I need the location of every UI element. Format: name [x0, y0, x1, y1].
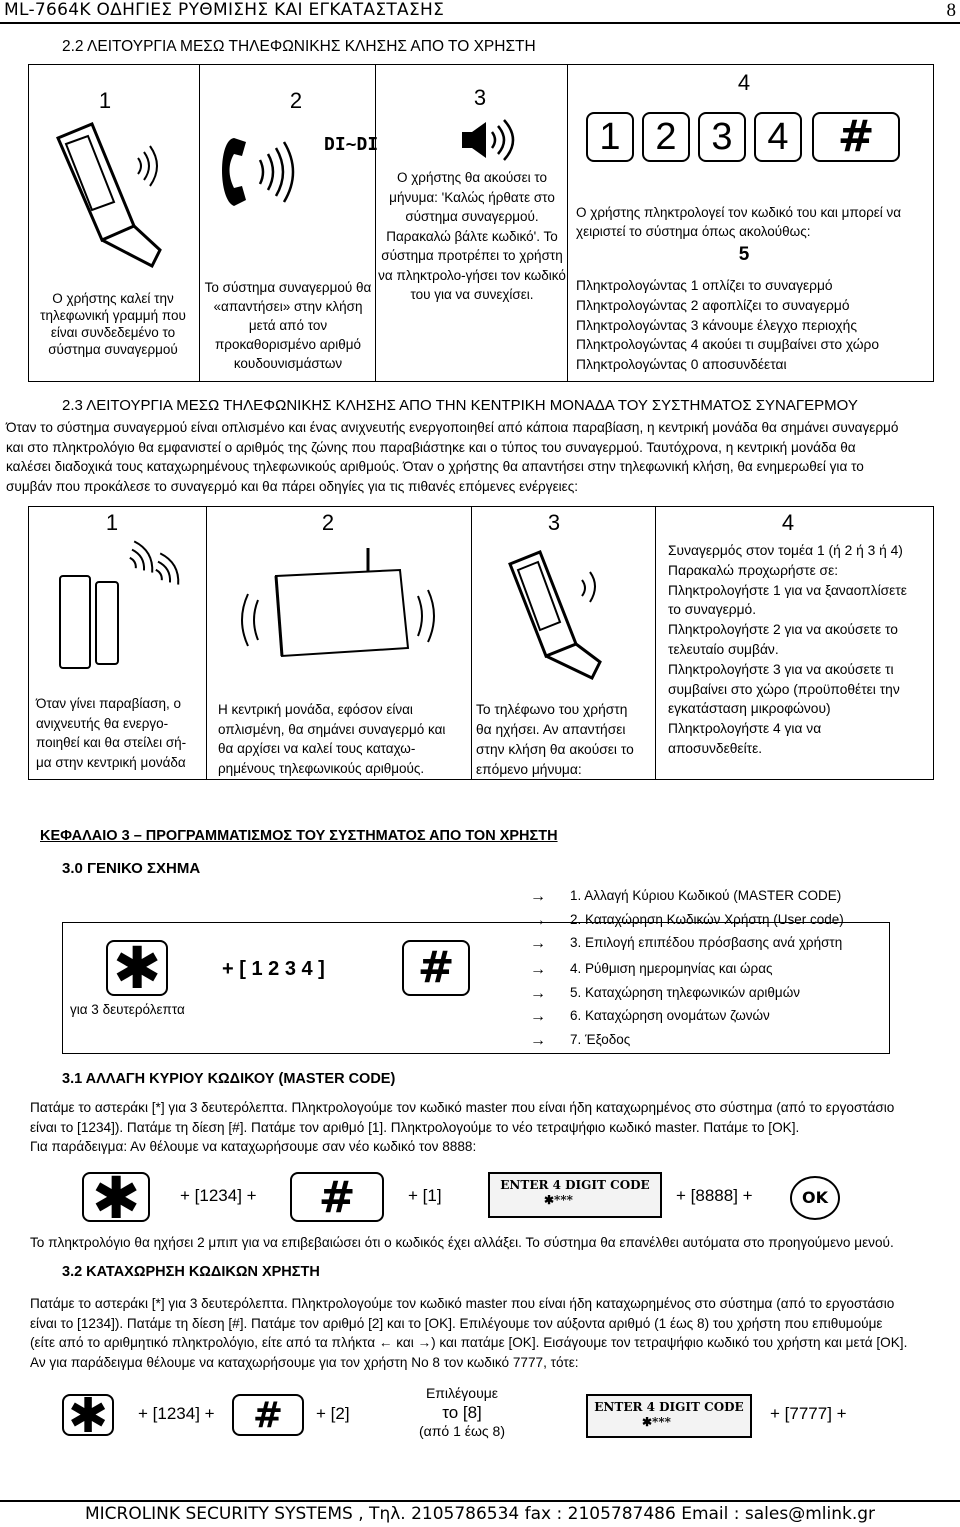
hash-key-icon: # — [232, 1394, 304, 1436]
step-4-number: 4 — [737, 70, 751, 95]
mobile-phone-icon — [500, 544, 620, 684]
alarm-step-4-message: Συναγερμός στον τομέα 1 (ή 2 ή 3 ή 4) Παρακαλώ προχωρήστε σε: Πληκτρολογήστε 1 για να ξαναοπλίσετε το συναγερμό. Πληκτρολογήστε 2 για να ακούσετε το τελευταίο συμβάν. Πληκτρολογήστε 3 για να ακούσετε τι συμβαίνει στο χώρο (προϋποθέτει την εγκατάσταση μικροφώνου) Πληκτρολογήστε 4 για να αποσυνδεθείτε. — [668, 543, 907, 756]
option-disarm: Πληκτρολογώντας 2 αφοπλίζει το συναγερμό — [576, 297, 850, 313]
section-3-1-heading: 3.1 ΑΛΛΑΓΗ ΚΥΡΙΟΥ ΚΩΔΙΚΟΥ (MASTER CODE) — [62, 1071, 396, 1087]
step-4-text: Ο χρήστης πληκτρολογεί τον κωδικό του και μπορεί να χειριστεί το σύστημα όπως ακολούθως: — [576, 205, 902, 239]
new-code-step: + [8888] + — [676, 1186, 753, 1205]
ring-sound-text: DI~DI — [324, 134, 379, 155]
intro-line-4: συμβάν που προκάλεσε το συναγερμό και θα πάρει οδηγίες για τις πιθανές επόμενες ενέργειες: — [6, 478, 579, 494]
menu-item-user-codes: 2. Καταχώρηση Κωδικών Χρήστη (User code) — [570, 912, 844, 927]
section-3-2-heading: 3.2 ΚΑΤΑΧΩΡΗΣΗ ΚΩΔΙΚΩΝ ΧΡΗΣΤΗ — [62, 1264, 320, 1280]
section-3-1-result: Το πληκτρολόγιο θα ηχήσει 2 μπιπ για να επιβεβαιώσει ότι ο κωδικός έχει αλλάξει. Το σύστημα θα επανέλθει αυτόματα στο προηγούμενο μενού. — [30, 1235, 894, 1250]
key-1: 1 — [586, 112, 634, 162]
menu-item-master-code: 1. Αλλαγή Κύριου Κωδικού (MASTER CODE) — [570, 888, 842, 903]
intro-line-2: και στο πληκτρολόγιο θα εμφανιστεί ο αριθμός της ζώνης που παραβιάστηκε και ο τύπος του συναγερμού. Ταυτόχρονα, η κεντρική μονάδα θα — [6, 439, 856, 455]
option-1-step: + [1] — [408, 1186, 442, 1205]
intro-line-1: Όταν το σύστημα συναγερμού είναι οπλισμένο και ένας ανιχνευτής ενεργοποιηθεί από κάποια παραβίαση, η κεντρική μονάδα θα σημάνει συναγερμό — [6, 420, 899, 435]
control-panel-icon — [232, 540, 432, 680]
lcd-display: ENTER 4 DIGIT CODE ✱*** — [488, 1172, 662, 1218]
speaker-icon — [458, 118, 514, 162]
step-3-text: Ο χρήστης θα ακούσει το μήνυμα: 'Καλώς ήρθατε στο σύστημα συναγερμού. Παρακαλώ βάλτε κωδικό'. Το σύστημα προτρέπει το χρήστη να πληκτρολο-γήσει τον κωδικό του για να συνεχίσει. — [378, 170, 566, 302]
star-key-icon: ✱ — [106, 940, 168, 996]
master-code-expr: + [ 1 2 3 4 ] — [222, 958, 325, 980]
section-2-2-heading: 2.2 ΛΕΙΤΟΥΡΓΙΑ ΜΕΣΩ ΤΗΛΕΦΩΝΙΚΗΣ ΚΛΗΣΗΣ ΑΠΟ ΤΟ ΧΡΗΣΤΗ — [62, 38, 536, 55]
section-3-1-text: Πατάμε το αστεράκι [*] για 3 δευτερόλεπτα. Πληκτρολογούμε τον κωδικό master που είναι ήδη καταχωρημένος στο σύστημα (από το εργοστάσιο είναι το [1234]). Πατάμε τη δίεση [#]. Πατάμε τον αριθμό [1]. Πληκτρολογούμε το νέο τετραψήφιο κωδικό master. Πατάμε το [OK]. Για παράδειγμα: Αν θέλουμε να καταχωρήσουμε σαν νέο κωδικό τον 8888: — [30, 1100, 895, 1154]
page-number: 8 — [946, 0, 956, 21]
option-disconnect: Πληκτρολογώντας 0 αποσυνδέεται — [576, 357, 787, 373]
option-listen: Πληκτρολογώντας 4 ακούει τι συμβαίνει στο χώρο — [576, 337, 879, 353]
alarm-step-3-text: Το τηλέφωνο του χρήστη θα ηχήσει. Αν απαντήσει στην κλήση θα ακούσει το επόμενο μήνυμα: — [476, 702, 634, 777]
keypad-keys-row — [586, 112, 902, 164]
section-3-2-text: Πατάμε το αστεράκι [*] για 3 δευτερόλεπτα. Πληκτρολογούμε τον κωδικό master που είναι ήδη καταχωρημένος στο σύστημα (από το εργοστάσιο είναι το [1234]). Πατάμε τη δίεση [#]. Πατάμε τον αριθμό [2] και το [OK]. Επιλέγουμε τον αύξοντα αριθμό (1 έως 8) του χρήστη που επιθυμούμε (είτε από το αριθμητικό πληκτρολόγιο, είτε από τα πλήκτα ← και →) και πατάμε [OK]. Εισάγουμε τον τετραψήφιο κωδικό του χρήστη και μετά [OK]. Αν για παράδειγμα θέλουμε να καταχωρήσουμε για τον χρήστη Νο 8 τον κωδικό 7777, τότε: — [30, 1296, 908, 1370]
hold-duration-label: για 3 δευτερόλεπτα — [70, 1002, 185, 1017]
step-2-text: Το σύστημα συναγερμού θα «απαντήσει» στην κλήση μετά από τον προκαθορισμένο αριθμό κουδουνισμάστων — [204, 280, 372, 371]
menu-item-phone-numbers: 5. Καταχώρηση τηλεφωνικών αριθμών — [570, 985, 800, 1000]
option-2-step: + [2] — [316, 1404, 350, 1423]
ringing-phone-icon — [214, 130, 379, 220]
option-arm: Πληκτρολογώντας 1 οπλίζει το συναγερμό — [576, 278, 833, 293]
hash-key-icon: # — [402, 940, 470, 996]
alarm-step-1-number: 1 — [105, 510, 119, 535]
step-2-number: 2 — [289, 88, 303, 113]
alarm-step-1-text: Όταν γίνει παραβίαση, ο ανιχνευτής θα ενεργο- ποιηθεί και θα στείλει σή- μα στην κεντρική μονάδα — [36, 696, 187, 770]
menu-item-zone-names: 6. Καταχώρηση ονομάτων ζωνών — [570, 1008, 770, 1023]
star-key-icon: ✱ — [62, 1394, 114, 1436]
menu-item-access-level: 3. Επιλογή επιπέδου πρόσβασης ανά χρήστη — [570, 935, 843, 950]
user-select-note: Επιλέγουμε το [8] (από 1 έως 8) — [418, 1385, 506, 1439]
section-3-0-heading: 3.0 ΓΕΝΙΚΟ ΣΧΗΜΑ — [62, 860, 201, 877]
key-3: 3 — [698, 112, 746, 162]
user-code-step: + [7777] + — [770, 1404, 847, 1423]
menu-item-exit: 7. Έξοδος — [570, 1032, 631, 1047]
document-title: ML-7664K ΟΔΗΓΙΕΣ ΡΥΘΜΙΣΗΣ ΚΑΙ ΕΓΚΑΤΑΣΤΑΣΗΣ — [4, 0, 445, 20]
alarm-step-3-number: 3 — [547, 510, 561, 535]
key-4: 4 — [754, 112, 802, 162]
alarm-step-2-number: 2 — [321, 510, 335, 535]
step-5-number: 5 — [738, 244, 750, 265]
option-zone-check: Πληκτρολογώντας 3 κάνουμε έλεγχο περιοχής — [576, 317, 857, 333]
step-1-number: 1 — [98, 88, 112, 113]
chapter-3-heading: ΚΕΦΑΛΑΙΟ 3 – ΠΡΟΓΡΑΜΜΑΤΙΣΜΟΣ ΤΟΥ ΣΥΣΤΗΜΑΤΟΣ ΑΠΟ ΤΟΝ ΧΡΗΣΤΗ — [40, 828, 558, 844]
step-1-text: Ο χρήστης καλεί την τηλεφωνική γραμμή που είναι συνδεδεμένο το σύστημα συναγερμού — [40, 291, 186, 357]
step-3-number: 3 — [473, 85, 487, 110]
menu-item-date-time: 4. Ρύθμιση ημερομηνίας και ώρας — [570, 961, 773, 976]
star-key-icon: ✱ — [82, 1172, 150, 1222]
key-2: 2 — [642, 112, 690, 162]
detector-icon — [40, 540, 190, 680]
alarm-step-4-number: 4 — [781, 510, 795, 535]
master-code-step: + [1234] + — [138, 1404, 215, 1423]
section-2-3-heading: 2.3 ΛΕΙΤΟΥΡΓΙΑ ΜΕΣΩ ΤΗΛΕΦΩΝΙΚΗΣ ΚΛΗΣΗΣ ΑΠΟ ΤΗΝ ΚΕΝΤΡΙΚΗ ΜΟΝΑΔΑ ΤΟΥ ΣΥΣΤΗΜΑΤΟΣ ΣΥΝΑΓΕΡΜΟΥ — [62, 397, 858, 414]
step-5-options — [576, 276, 932, 375]
section-2-3-intro — [6, 418, 956, 496]
key-hash: # — [812, 112, 900, 162]
mobile-phone-icon — [52, 118, 162, 278]
intro-line-3: καλέσει διαδοχικά τους καταχωρημένους τηλεφωνικούς αριθμούς. Όταν ο χρήστης θα απαντήσει στην τηλεφωνική κλήση, θα ενημερωθεί για το — [6, 459, 864, 474]
hash-key-icon: # — [290, 1172, 384, 1222]
master-code-step: + [1234] + — [180, 1186, 257, 1205]
page-header — [0, 0, 960, 24]
alarm-step-2-text: Η κεντρική μονάδα, εφόσον είναι οπλισμένη, θα σημάνει συναγερμό και θα αρχίσει να καλεί τους καταχω- ρημένους τηλεφωνικούς αριθμούς. — [218, 702, 446, 776]
ok-key-icon: OK — [790, 1176, 840, 1220]
lcd-display: ENTER 4 DIGIT CODE ✱*** — [586, 1394, 752, 1438]
programming-menu: → 1. Αλλαγή Κύριου Κωδικού (MASTER CODE) → 2. Καταχώρηση Κωδικών Χρήστη (User code) → 3. Επιλογή επιπέδου πρόσβασης ανά χρήστη → 4. Ρύθμιση ημερομηνίας και ώρας → 5. Καταχώρηση τηλεφωνικών αριθμών → 6. Καταχώρηση ονομάτων ζωνών → 7. Έξοδος — [530, 888, 844, 1049]
page-footer: MICROLINK SECURITY SYSTEMS , Τηλ. 2105786534 fax : 2105787486 Email : sales@mlink.gr — [0, 1500, 960, 1527]
